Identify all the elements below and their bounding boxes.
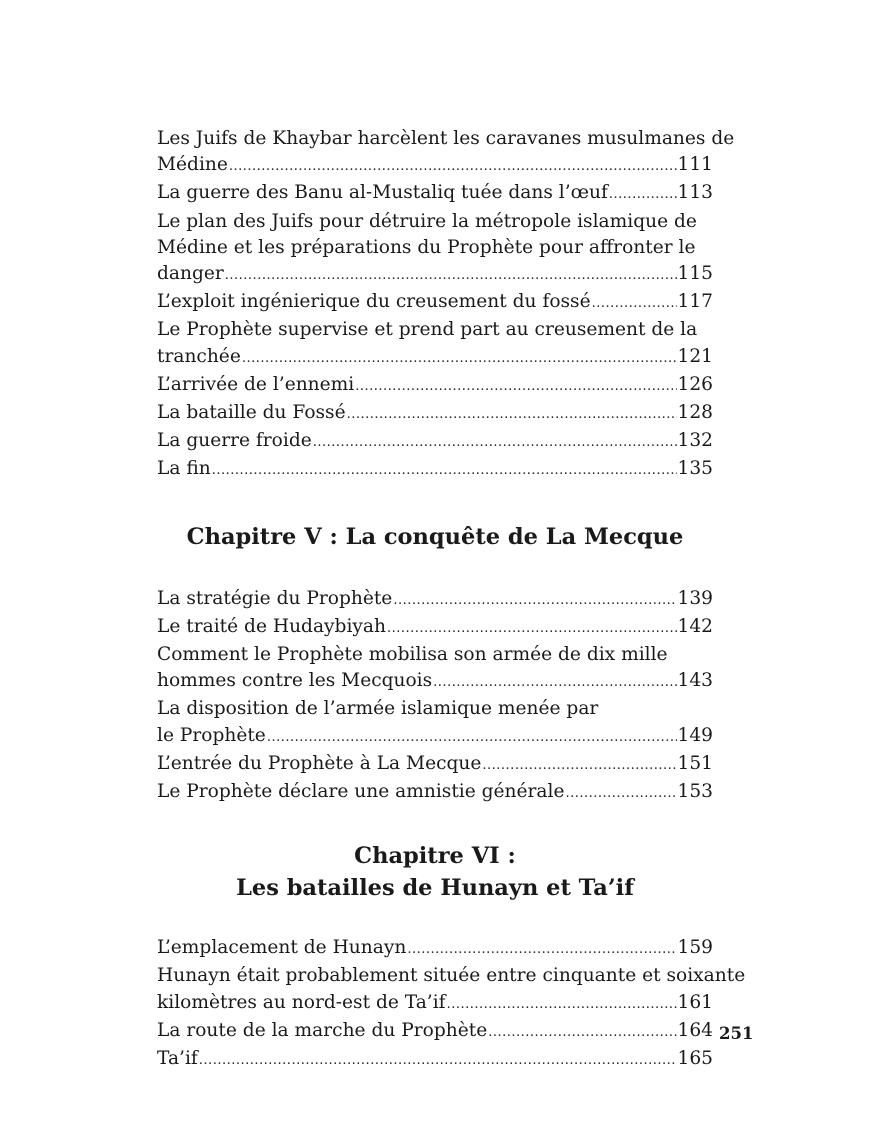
toc-entry[interactable] — [157, 289, 713, 317]
toc-entry[interactable] — [157, 642, 713, 696]
toc-entry-line — [157, 372, 713, 400]
toc-entry-line — [157, 1018, 713, 1046]
toc-entry-line — [157, 1046, 713, 1074]
toc-section-chapter-5 — [157, 586, 713, 808]
toc-page-number: 143 — [677, 670, 713, 692]
toc-entry-text-line: La disposition de l’armée islamique menée par — [157, 698, 599, 720]
page-number: 251 — [719, 1024, 754, 1043]
toc-entry-text: La stratégie du Prophète — [157, 587, 393, 609]
toc-entry-text: le Prophète — [157, 724, 266, 746]
toc-entry-text-line: Le plan des Juifs pour détruire la métropole islamique de — [157, 210, 697, 232]
toc-page-number: 126 — [677, 373, 713, 395]
toc-page-number: 111 — [677, 154, 713, 176]
toc-entry[interactable] — [157, 779, 713, 807]
toc-entry[interactable] — [157, 963, 746, 1017]
toc-entry-text: La route de la marche du Prophète — [157, 1019, 488, 1041]
chapter-heading-line: Chapitre VI : — [354, 843, 516, 870]
dot-leader — [313, 430, 677, 456]
toc-entry[interactable] — [157, 1018, 713, 1046]
toc-entry-line — [157, 751, 713, 779]
toc-entry-line — [157, 344, 713, 372]
toc-entry-line — [157, 586, 713, 614]
toc-entry-text: Ta’if — [157, 1048, 198, 1070]
toc-entry-text-line: Les Juifs de Khaybar harcèlent les caravanes musulmanes de — [157, 128, 735, 149]
toc-entry-text: La bataille du Fossé — [157, 402, 346, 424]
toc-entry[interactable] — [157, 428, 713, 456]
toc-entry-line — [157, 614, 713, 642]
toc-entry[interactable] — [157, 935, 713, 963]
dot-leader — [407, 937, 676, 963]
toc-entry[interactable] — [157, 456, 713, 484]
dot-leader — [229, 154, 677, 180]
toc-entry-line — [157, 779, 713, 807]
toc-page-number: 132 — [677, 430, 713, 452]
toc-entry-line — [157, 723, 713, 751]
toc-page-number: 113 — [677, 182, 713, 204]
toc-entry-text: L’entrée du Prophète à La Mecque — [157, 752, 482, 774]
dot-leader — [212, 458, 677, 484]
toc-page-number: 153 — [677, 781, 713, 803]
toc-entry[interactable] — [157, 614, 713, 642]
toc-page-number: 135 — [677, 458, 713, 480]
toc-entry-text: L’exploit ingénierique du creusement du fossé — [157, 291, 591, 313]
toc-entry-line — [157, 180, 713, 208]
dot-leader — [267, 725, 677, 751]
toc-entry-text: La fin — [157, 458, 211, 480]
chapter-heading — [157, 521, 713, 553]
toc-entry-text-line: Médine et les préparations du Prophète pour affronter le — [157, 236, 696, 258]
toc-entry-text: danger — [157, 263, 224, 285]
dot-leader — [387, 616, 677, 642]
toc-page-number: 117 — [677, 291, 713, 313]
toc-page-number: 151 — [677, 752, 713, 774]
dot-leader — [433, 670, 676, 696]
dot-leader — [355, 374, 676, 400]
toc-page-number: 159 — [677, 937, 713, 959]
toc-entry-line — [157, 400, 713, 428]
toc-entry-text: hommes contre les Mecquois — [157, 670, 433, 692]
toc-entry-line — [157, 456, 713, 484]
toc-page-number: 165 — [677, 1048, 713, 1070]
toc-entry-line — [157, 152, 713, 180]
toc-page-number: 149 — [677, 724, 713, 746]
chapter-heading-line: Les batailles de Hunayn et Ta’if — [236, 875, 634, 902]
toc-entry-line — [157, 289, 713, 317]
toc-entry-text: kilomètres au nord-est de Ta’if — [157, 991, 446, 1013]
dot-leader — [488, 1020, 676, 1046]
toc-entry[interactable] — [157, 372, 713, 400]
toc-entry[interactable] — [157, 317, 713, 371]
toc-entry[interactable] — [157, 209, 713, 290]
dot-leader — [225, 263, 677, 289]
toc-entry[interactable] — [157, 586, 713, 614]
toc-page-number: 161 — [677, 991, 713, 1013]
toc-entry-text: Le traité de Hudaybiyah — [157, 615, 386, 637]
dot-leader — [393, 588, 676, 614]
toc-entry[interactable] — [157, 126, 735, 180]
toc-entry-text-line: Comment le Prophète mobilisa son armée de dix mille — [157, 644, 668, 666]
toc-entry-line — [157, 990, 713, 1018]
dot-leader — [242, 346, 677, 372]
toc-entry[interactable] — [157, 400, 713, 428]
dot-leader — [482, 753, 676, 779]
toc-section-chapter-4-continued — [157, 126, 735, 485]
toc-entry-text: La guerre des Banu al-Mustaliq tuée dans l’œuf — [157, 182, 608, 204]
toc-page-number: 121 — [677, 345, 713, 367]
dot-leader — [447, 992, 677, 1018]
dot-leader — [199, 1048, 677, 1074]
toc-entry[interactable] — [157, 696, 713, 750]
toc-entry-text-line: Hunayn était probablement située entre cinquante et soixante — [157, 965, 746, 987]
toc-entry-line — [157, 935, 713, 963]
toc-entry-text: tranchée — [157, 345, 241, 367]
toc-entry[interactable] — [157, 1046, 713, 1074]
chapter-heading-line: Chapitre V : La conquête de La Mecque — [186, 523, 684, 550]
toc-page-number: 139 — [677, 587, 713, 609]
toc-page-number: 115 — [677, 263, 713, 285]
toc-page-number: 164 — [677, 1019, 713, 1041]
dot-leader — [347, 402, 677, 428]
toc-entry-text: La guerre froide — [157, 430, 312, 452]
toc-entry-text: Médine — [157, 154, 228, 176]
dot-leader — [609, 182, 677, 208]
toc-entry[interactable] — [157, 751, 713, 779]
toc-entry-text: L’emplacement de Hunayn — [157, 937, 407, 959]
toc-entry-line — [157, 428, 713, 456]
toc-entry-line — [157, 668, 713, 696]
toc-page-number: 142 — [677, 615, 713, 637]
dot-leader — [592, 291, 677, 317]
toc-entry-text-line: Le Prophète supervise et prend part au creusement de la — [157, 319, 698, 341]
toc-page-number: 128 — [677, 402, 713, 424]
toc-entry[interactable] — [157, 180, 713, 208]
toc-entry-text: L’arrivée de l’ennemi — [157, 373, 355, 395]
dot-leader — [565, 781, 676, 807]
chapter-heading — [157, 840, 713, 904]
toc-entry-text: Le Prophète déclare une amnistie générale — [157, 781, 565, 803]
toc-entry-line — [157, 261, 713, 289]
